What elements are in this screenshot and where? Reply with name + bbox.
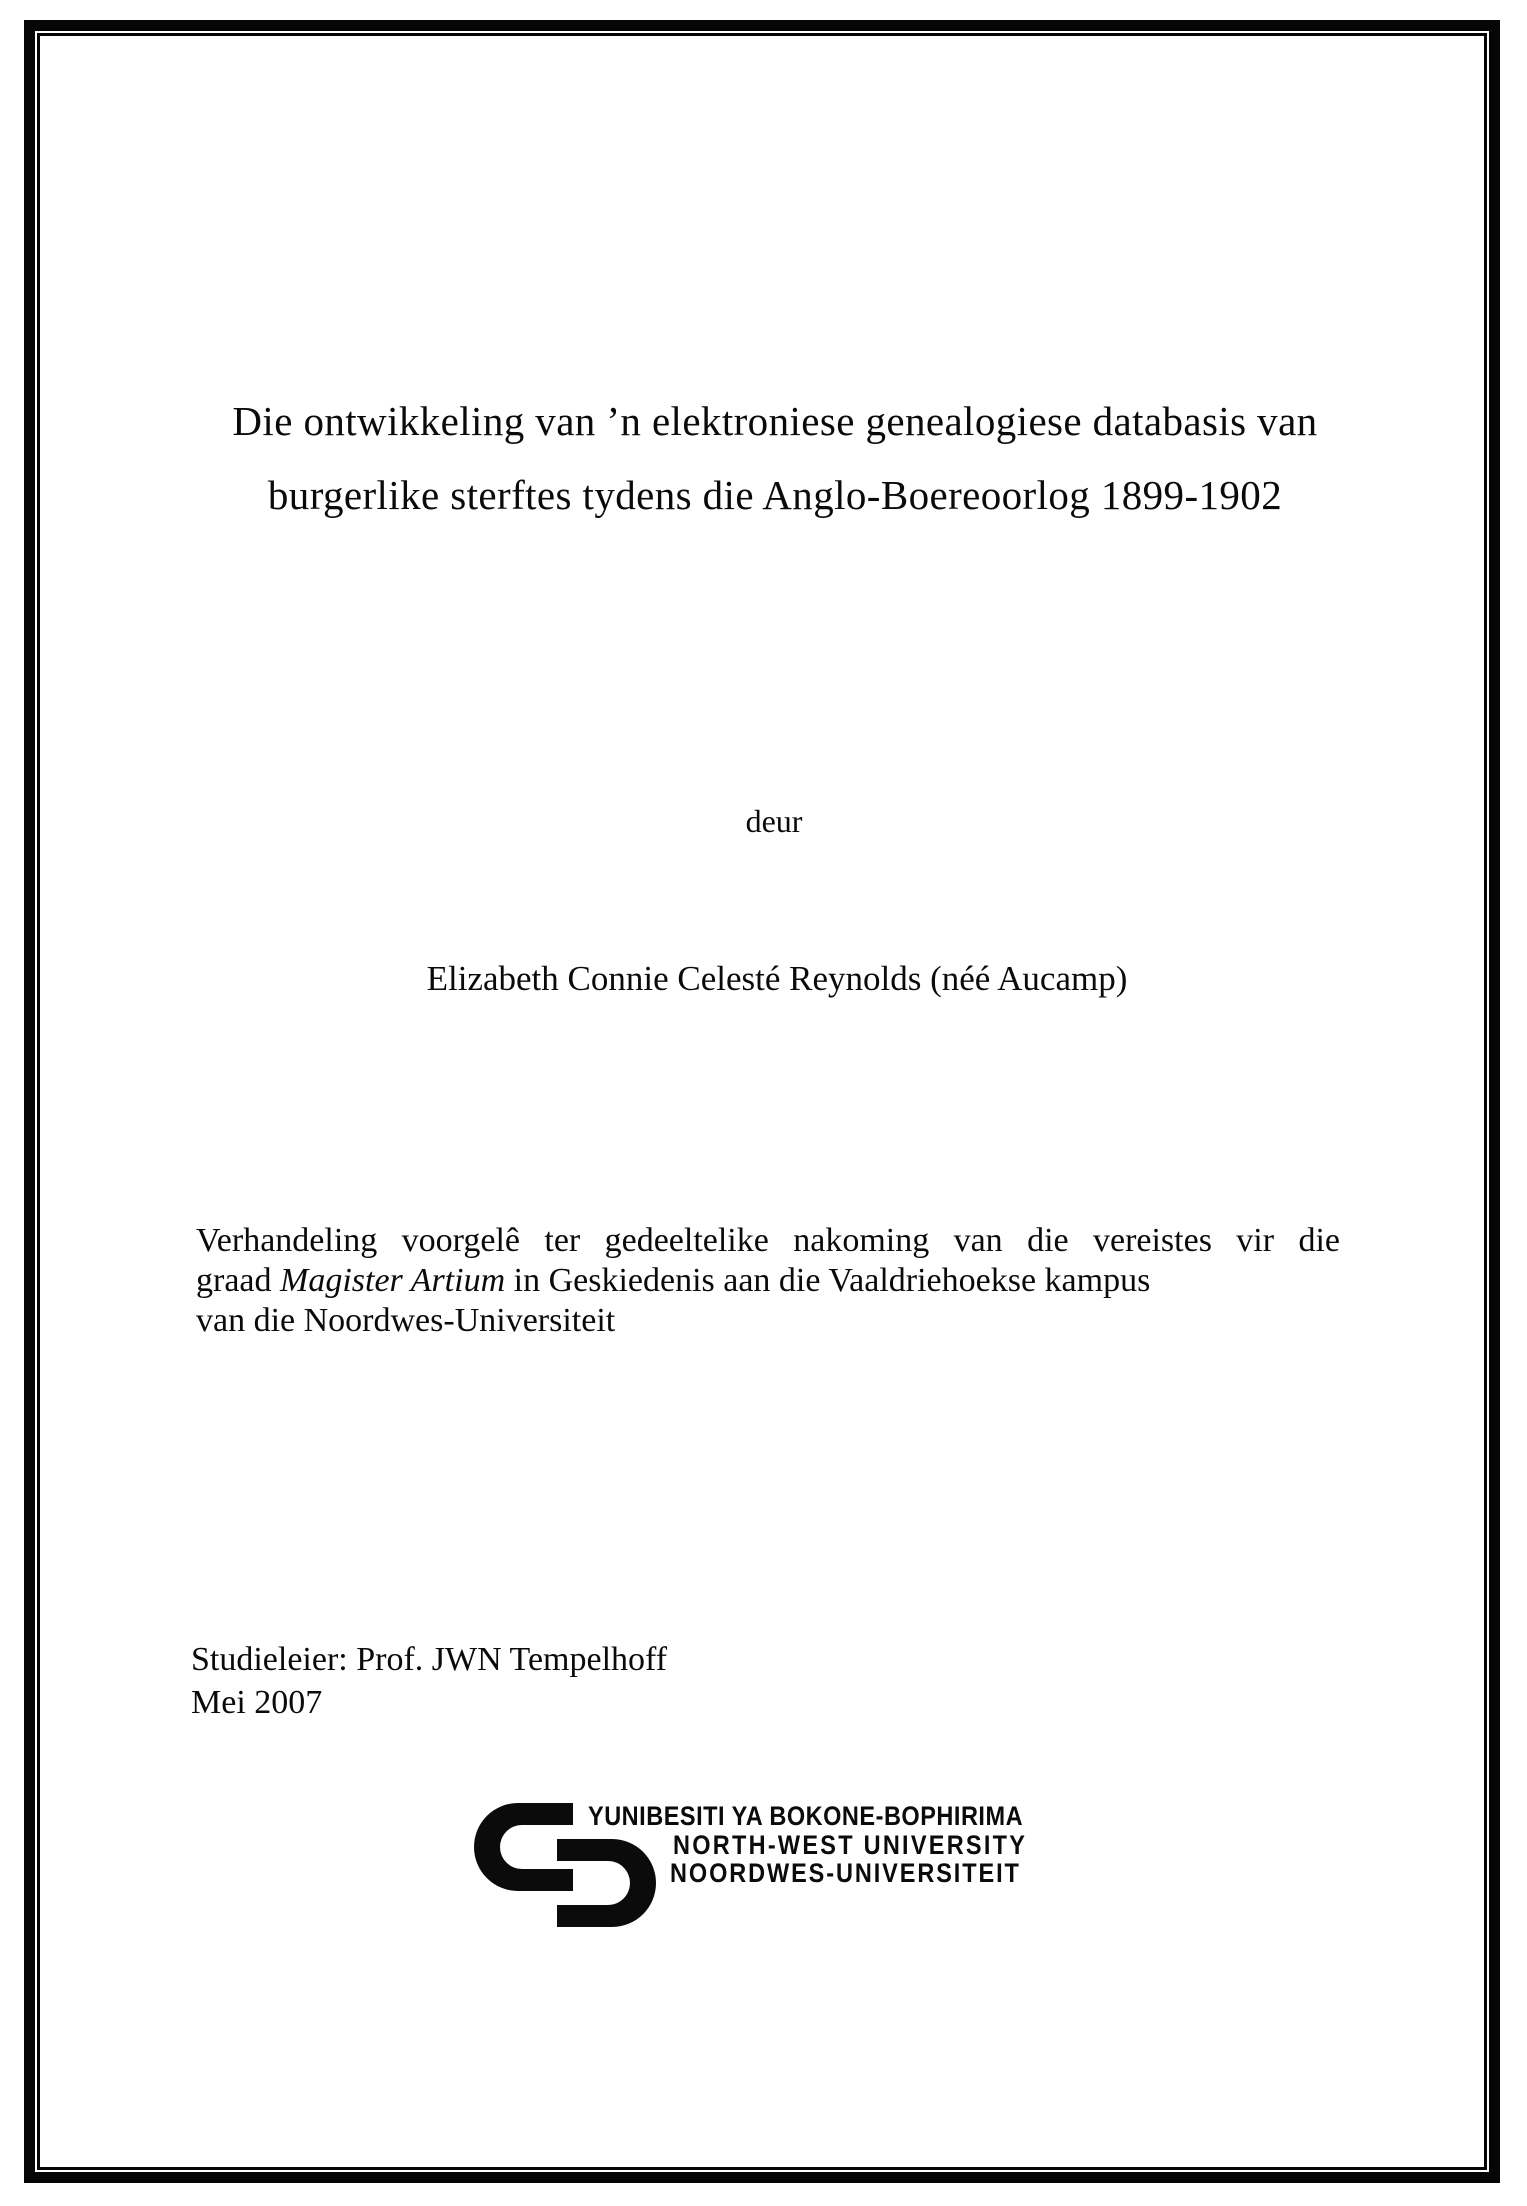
date-line: Mei 2007 <box>191 1684 323 1721</box>
author-name: Elizabeth Connie Celesté Reynolds (néé Aucamp) <box>426 959 1128 998</box>
logo-text-afrikaans: NOORDWES-UNIVERSITEIT <box>670 1858 1021 1888</box>
supervisor-block <box>191 1638 667 1724</box>
statement-degree-prefix: graad <box>196 1262 281 1299</box>
thesis-statement <box>196 1221 1340 1341</box>
logo-text-setswana: YUNIBESITI YA BOKONE-BOPHIRIMA <box>588 1801 1024 1831</box>
thesis-title-line-1: Die ontwikkeling van ’n elektroniese genealogiese databasis van <box>232 398 1318 444</box>
logo-text-english: NORTH-WEST UNIVERSITY <box>673 1830 1028 1860</box>
thesis-title-line-2: burgerlike sterftes tydens die Anglo-Boereoorlog 1899-1902 <box>267 472 1283 518</box>
byline-label: deur <box>745 803 803 839</box>
thesis-title <box>195 384 1355 532</box>
statement-degree-suffix: in Geskiedenis aan die Vaaldriehoekse kampus <box>505 1262 1151 1299</box>
thesis-statement-line-2 <box>196 1261 1340 1301</box>
supervisor-line: Studieleier: Prof. JWN Tempelhoff <box>191 1641 668 1678</box>
thesis-statement-line-1: Verhandeling voorgelê ter gedeeltelike nakoming van die vereistes vir die <box>196 1222 1340 1259</box>
statement-degree-name: Magister Artium <box>280 1262 506 1299</box>
thesis-statement-line-3: van die Noordwes-Universiteit <box>196 1302 616 1339</box>
